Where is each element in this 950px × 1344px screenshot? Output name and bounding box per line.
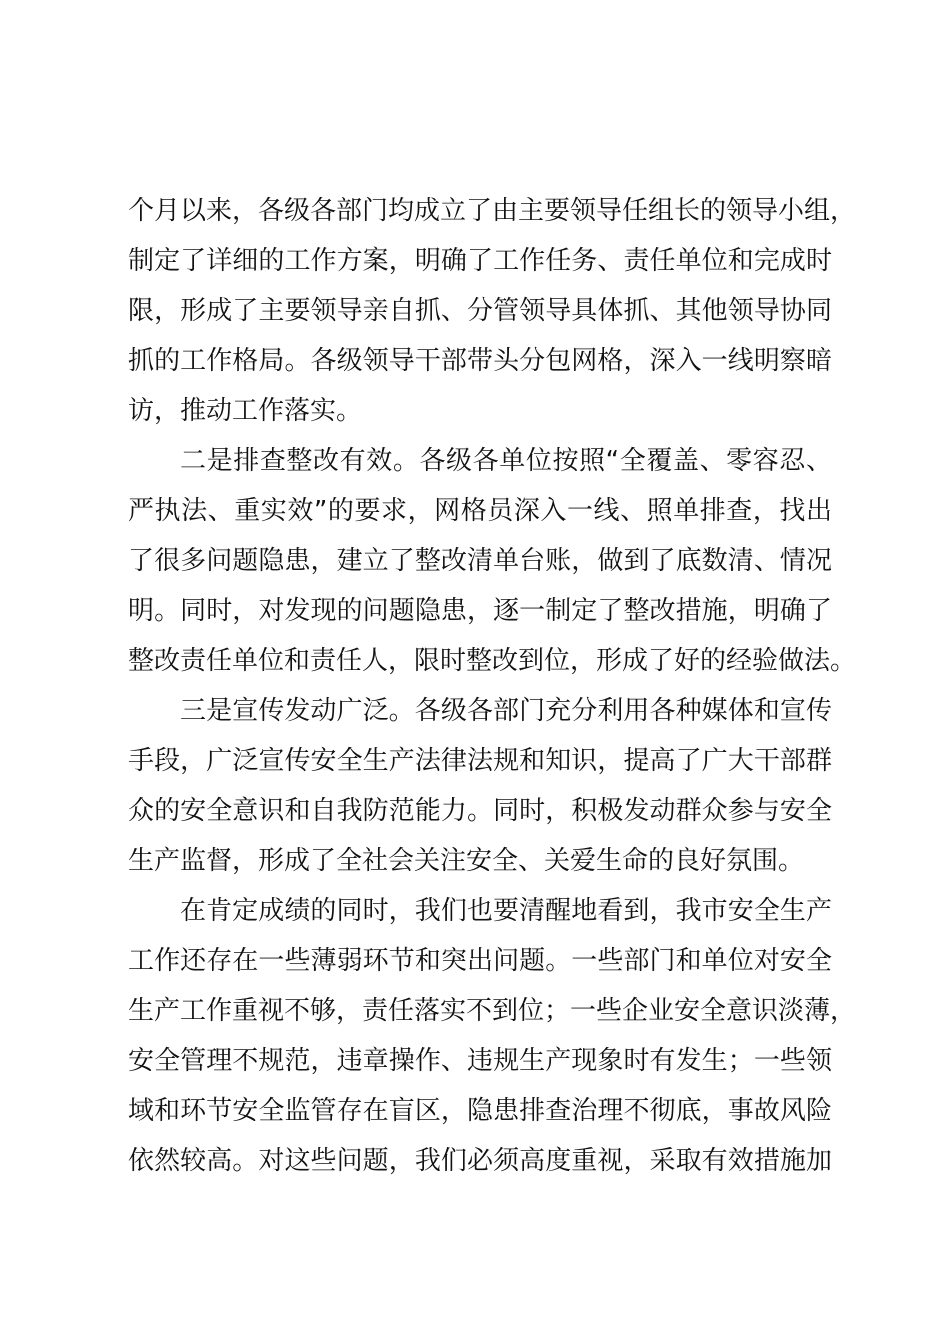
text-line: 众的安全意识和自我防范能力。同时，积极发动群众参与安全 <box>128 796 832 826</box>
text-line: 制定了详细的工作方案，明确了工作任务、责任单位和完成时 <box>128 246 832 276</box>
text-line: 域和环节安全监管存在盲区，隐患排查治理不彻底，事故风险 <box>128 1096 832 1126</box>
text-line: 整改责任单位和责任人，限时整改到位，形成了好的经验做法。 <box>128 646 857 676</box>
text-line: 手段，广泛宣传安全生产法律法规和知识，提高了广大干部群 <box>128 746 832 776</box>
text-line: 明。同时，对发现的问题隐患，逐一制定了整改措施，明确了 <box>128 596 832 626</box>
text-line: 抓的工作格局。各级领导干部带头分包网格，深入一线明察暗 <box>128 346 832 376</box>
text-line: 访，推动工作落实。 <box>128 396 363 426</box>
text-line: 生产监督，形成了全社会关注安全、关爱生命的良好氛围。 <box>128 846 805 876</box>
text-line: 安全管理不规范，违章操作、违规生产现象时有发生；一些领 <box>128 1046 832 1076</box>
text-line: 生产工作重视不够，责任落实不到位；一些企业安全意识淡薄， <box>128 996 857 1026</box>
text-line: 工作还存在一些薄弱环节和突出问题。一些部门和单位对安全 <box>128 946 832 976</box>
paragraph-start-line: 在肯定成绩的同时，我们也要清醒地看到，我市安全生产 <box>180 896 832 926</box>
body-text <box>128 186 857 1186</box>
text-line: 了很多问题隐患，建立了整改清单台账，做到了底数清、情况 <box>128 546 832 576</box>
text-line: 个月以来，各级各部门均成立了由主要领导任组长的领导小组， <box>128 196 857 226</box>
text-line: 依然较高。对这些问题，我们必须高度重视，采取有效措施加 <box>128 1146 832 1176</box>
text-line: 限，形成了主要领导亲自抓、分管领导具体抓、其他领导协同 <box>128 296 832 326</box>
paragraph-start-line: 二是排查整改有效。各级各单位按照“全覆盖、零容忍、 <box>180 446 832 476</box>
text-line: 严执法、重实效”的要求，网格员深入一线、照单排查，找出 <box>128 496 832 526</box>
paragraph-start-line: 三是宣传发动广泛。各级各部门充分利用各种媒体和宣传 <box>180 696 832 726</box>
